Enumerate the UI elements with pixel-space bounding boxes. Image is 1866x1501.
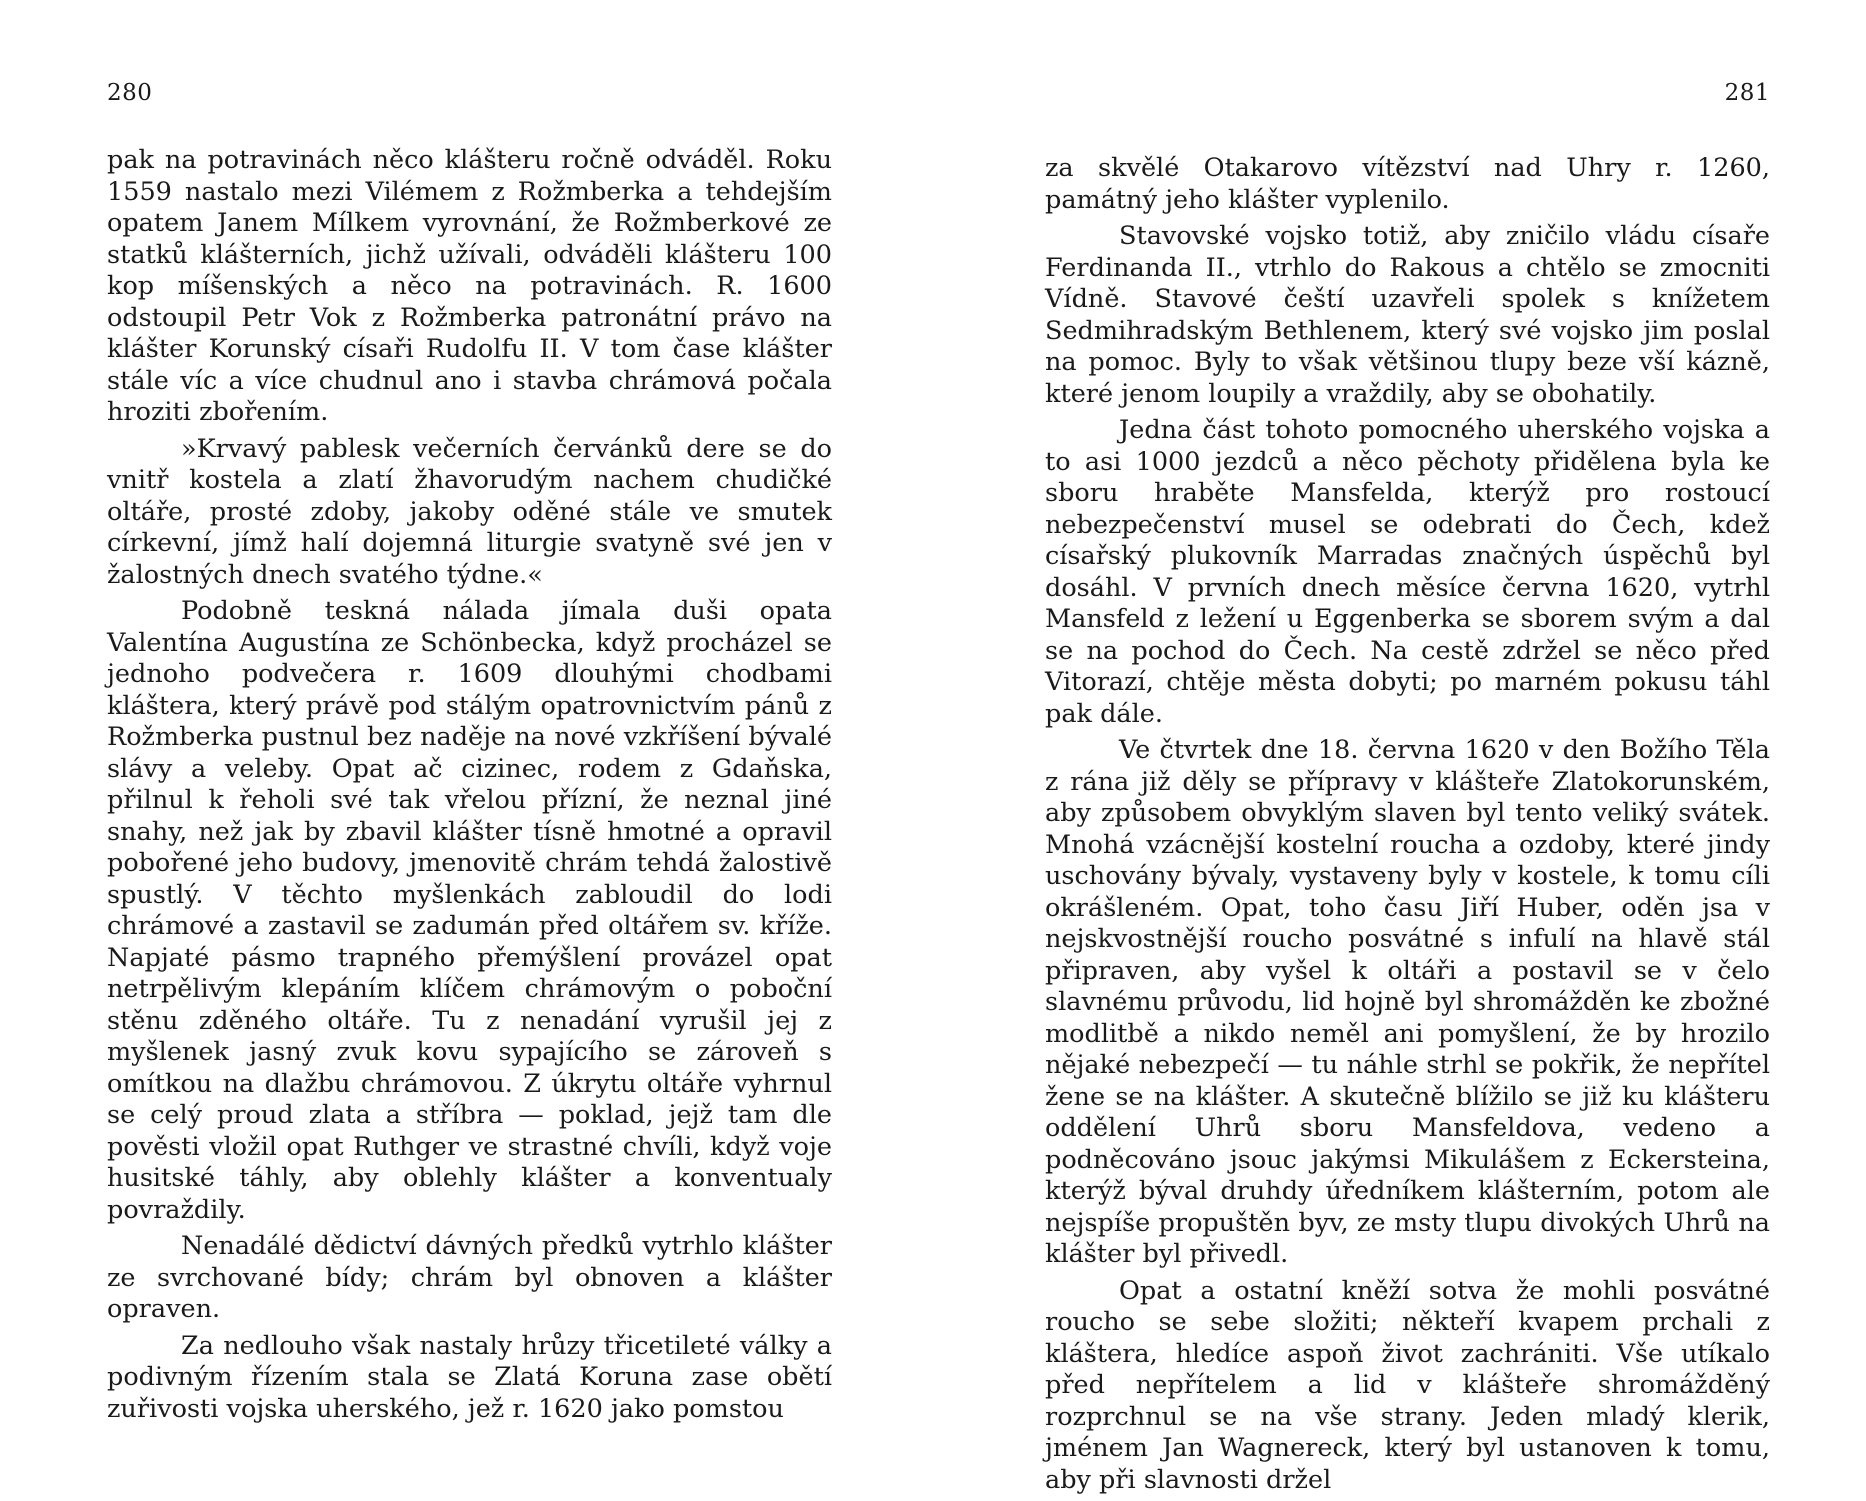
paragraph: »Krvavý pablesk večerních červánků dere se do vnitř kostela a zlatí žhavorudým nachem chudičké oltáře, prosté zdoby, jakoby oděné stále ve smutek církevní, jímž halí dojemná liturgie svatyně své jen v žalostných dnech svatého týdne.« [107, 433, 832, 590]
paragraph: pak na potravinách něco klášteru ročně odváděl. Roku 1559 nastalo mezi Vilémem z Rožmberka a tehdejším opatem Janem Mílkem vyrovnání, že Rožmberkové ze statků klášterních, jichž užívali, odváděli klášteru 100 kop míšenských a něco na potravinách. R. 1600 odstoupil Petr Vok z Rožmberka patronátní právo na klášter Korunský císaři Rudolfu II. V tom čase klášter stále víc a více chudnul ano i stavba chrámová počala hroziti zbořením. [107, 145, 832, 427]
paragraph: Za nedlouho však nastaly hrůzy třicetileté války a podivným řízením stala se Zlatá Koruna zase obětí zuřivosti vojska uherského, jež r. 1620 jako pomstou [107, 1330, 832, 1424]
paragraph: Nenadálé dědictví dávných předků vytrhlo klášter ze svrchované bídy; chrám byl obnoven a klášter opraven. [107, 1231, 832, 1324]
page-number: 280 [107, 80, 153, 106]
page-number: 281 [1724, 80, 1770, 106]
paragraph: Ve čtvrtek dne 18. června 1620 v den Božího Těla z rána již děly se přípravy v klášteře Zlatokorunském, aby způsobem obvyklým slaven byl tento veliký svátek. Mnohá vzácnější kostelní roucha a ozdoby, které jindy uschovány bývaly, vystaveny byly v kostele, k tomu cíli okrášleném. Opat, toho času Jiří Huber, oděn jsa v nejskvostnější roucho posvátné s infulí na hlavě stál připraven, aby vyšel k oltáři a postavil se v čelo slavnému průvodu, lid hojně byl shromážděn ke zbožné modlitbě a nikdo neměl ani pomyšlení, že by hrozilo nějaké nebezpečí — tu náhle strhl se pokřik, že nepřítel žene se na klášter. A skutečně blížilo se již ku klášteru oddělení Uhrů sboru Mansfeldova, vedeno a podněcováno jsouc jakýmsi Mikulášem z Eckersteina, kterýž býval druhdy úředníkem klášterním, potom ale nejspíše propuštěn byv, ze msty tlupu divokých Uhrů na klášter byl přivedl. [1045, 735, 1770, 1269]
page-body [1045, 153, 1770, 1501]
paragraph: za skvělé Otakarovo vítězství nad Uhry r. 1260, památný jeho klášter vyplenilo. [1045, 153, 1770, 215]
paragraph: Stavovské vojsko totiž, aby zničilo vládu císaře Ferdinanda II., vtrhlo do Rakous a chtělo se zmocniti Vídně. Stavové čeští uzavřeli spolek s knížetem Sedmihradským Bethlenem, který své vojsko jim poslal na pomoc. Byly to však většinou tlupy beze vší kázně, které jenom loupily a vraždily, aby se obohatily. [1045, 221, 1770, 409]
paragraph: Podobně teskná nálada jímala duši opata Valentína Augustína ze Schönbecka, když procházel se jednoho podvečera r. 1609 dlouhými chodbami kláštera, který právě pod stálým opatrovnictvím pánů z Rožmberka pustnul bez naděje na nové vzkříšení bývalé slávy a veleby. Opat ač cizinec, rodem z Gdaňska, přilnul k řeholi své tak vřelou přízní, že neznal jiné snahy, než jak by zbavil klášter tísně hmotné a opravil pobořené jeho budovy, jmenovitě chrám tehdá žalostivě spustlý. V těchto myšlenkách zabloudil do lodi chrámové a zastavil se zadumán před oltářem sv. kříže. Napjaté pásmo trapného přemýšlení provázel opat netrpělivým klepáním klíčem chrámovým o poboční stěnu zděného oltáře. Tu z nenadání vyrušil jej z myšlenek jasný zvuk kovu sypajícího se zároveň s omítkou na dlažbu chrámovou. Z úkrytu oltáře vyhrnul se celý proud zlata a stříbra — poklad, jejž tam dle pověsti vložil opat Ruthger ve strastné chvíli, když voje husitské táhly, aby oblehly klášter a konventualy povraždily. [107, 596, 832, 1225]
page-body [107, 145, 832, 1430]
paragraph: Jedna část tohoto pomocného uherského vojska a to asi 1000 jezdců a něco pěchoty přidělena byla ke sboru hraběte Mansfelda, kterýž pro rostoucí nebezpečenství musel se odebrati do Čech, kdež císařský plukovník Marradas značných úspěchů byl dosáhl. V prvních dnech měsíce června 1620, vytrhl Mansfeld z ležení u Eggenberka se sborem svým a dal se na pochod do Čech. Na cestě zdržel se něco před Vitorazí, chtěje města dobyti; po marném pokusu táhl pak dále. [1045, 415, 1770, 729]
paragraph: Opat a ostatní kněží sotva že mohli posvátné roucho se sebe složiti; někteří kvapem prchali z kláštera, hledíce aspoň život zachrániti. Vše utíkalo před nepřítelem a lid v klášteře shromážděný rozprchnul se na vše strany. Jeden mladý klerik, jménem Jan Wagnereck, který byl ustanoven k tomu, aby při slavnosti držel [1045, 1275, 1770, 1495]
